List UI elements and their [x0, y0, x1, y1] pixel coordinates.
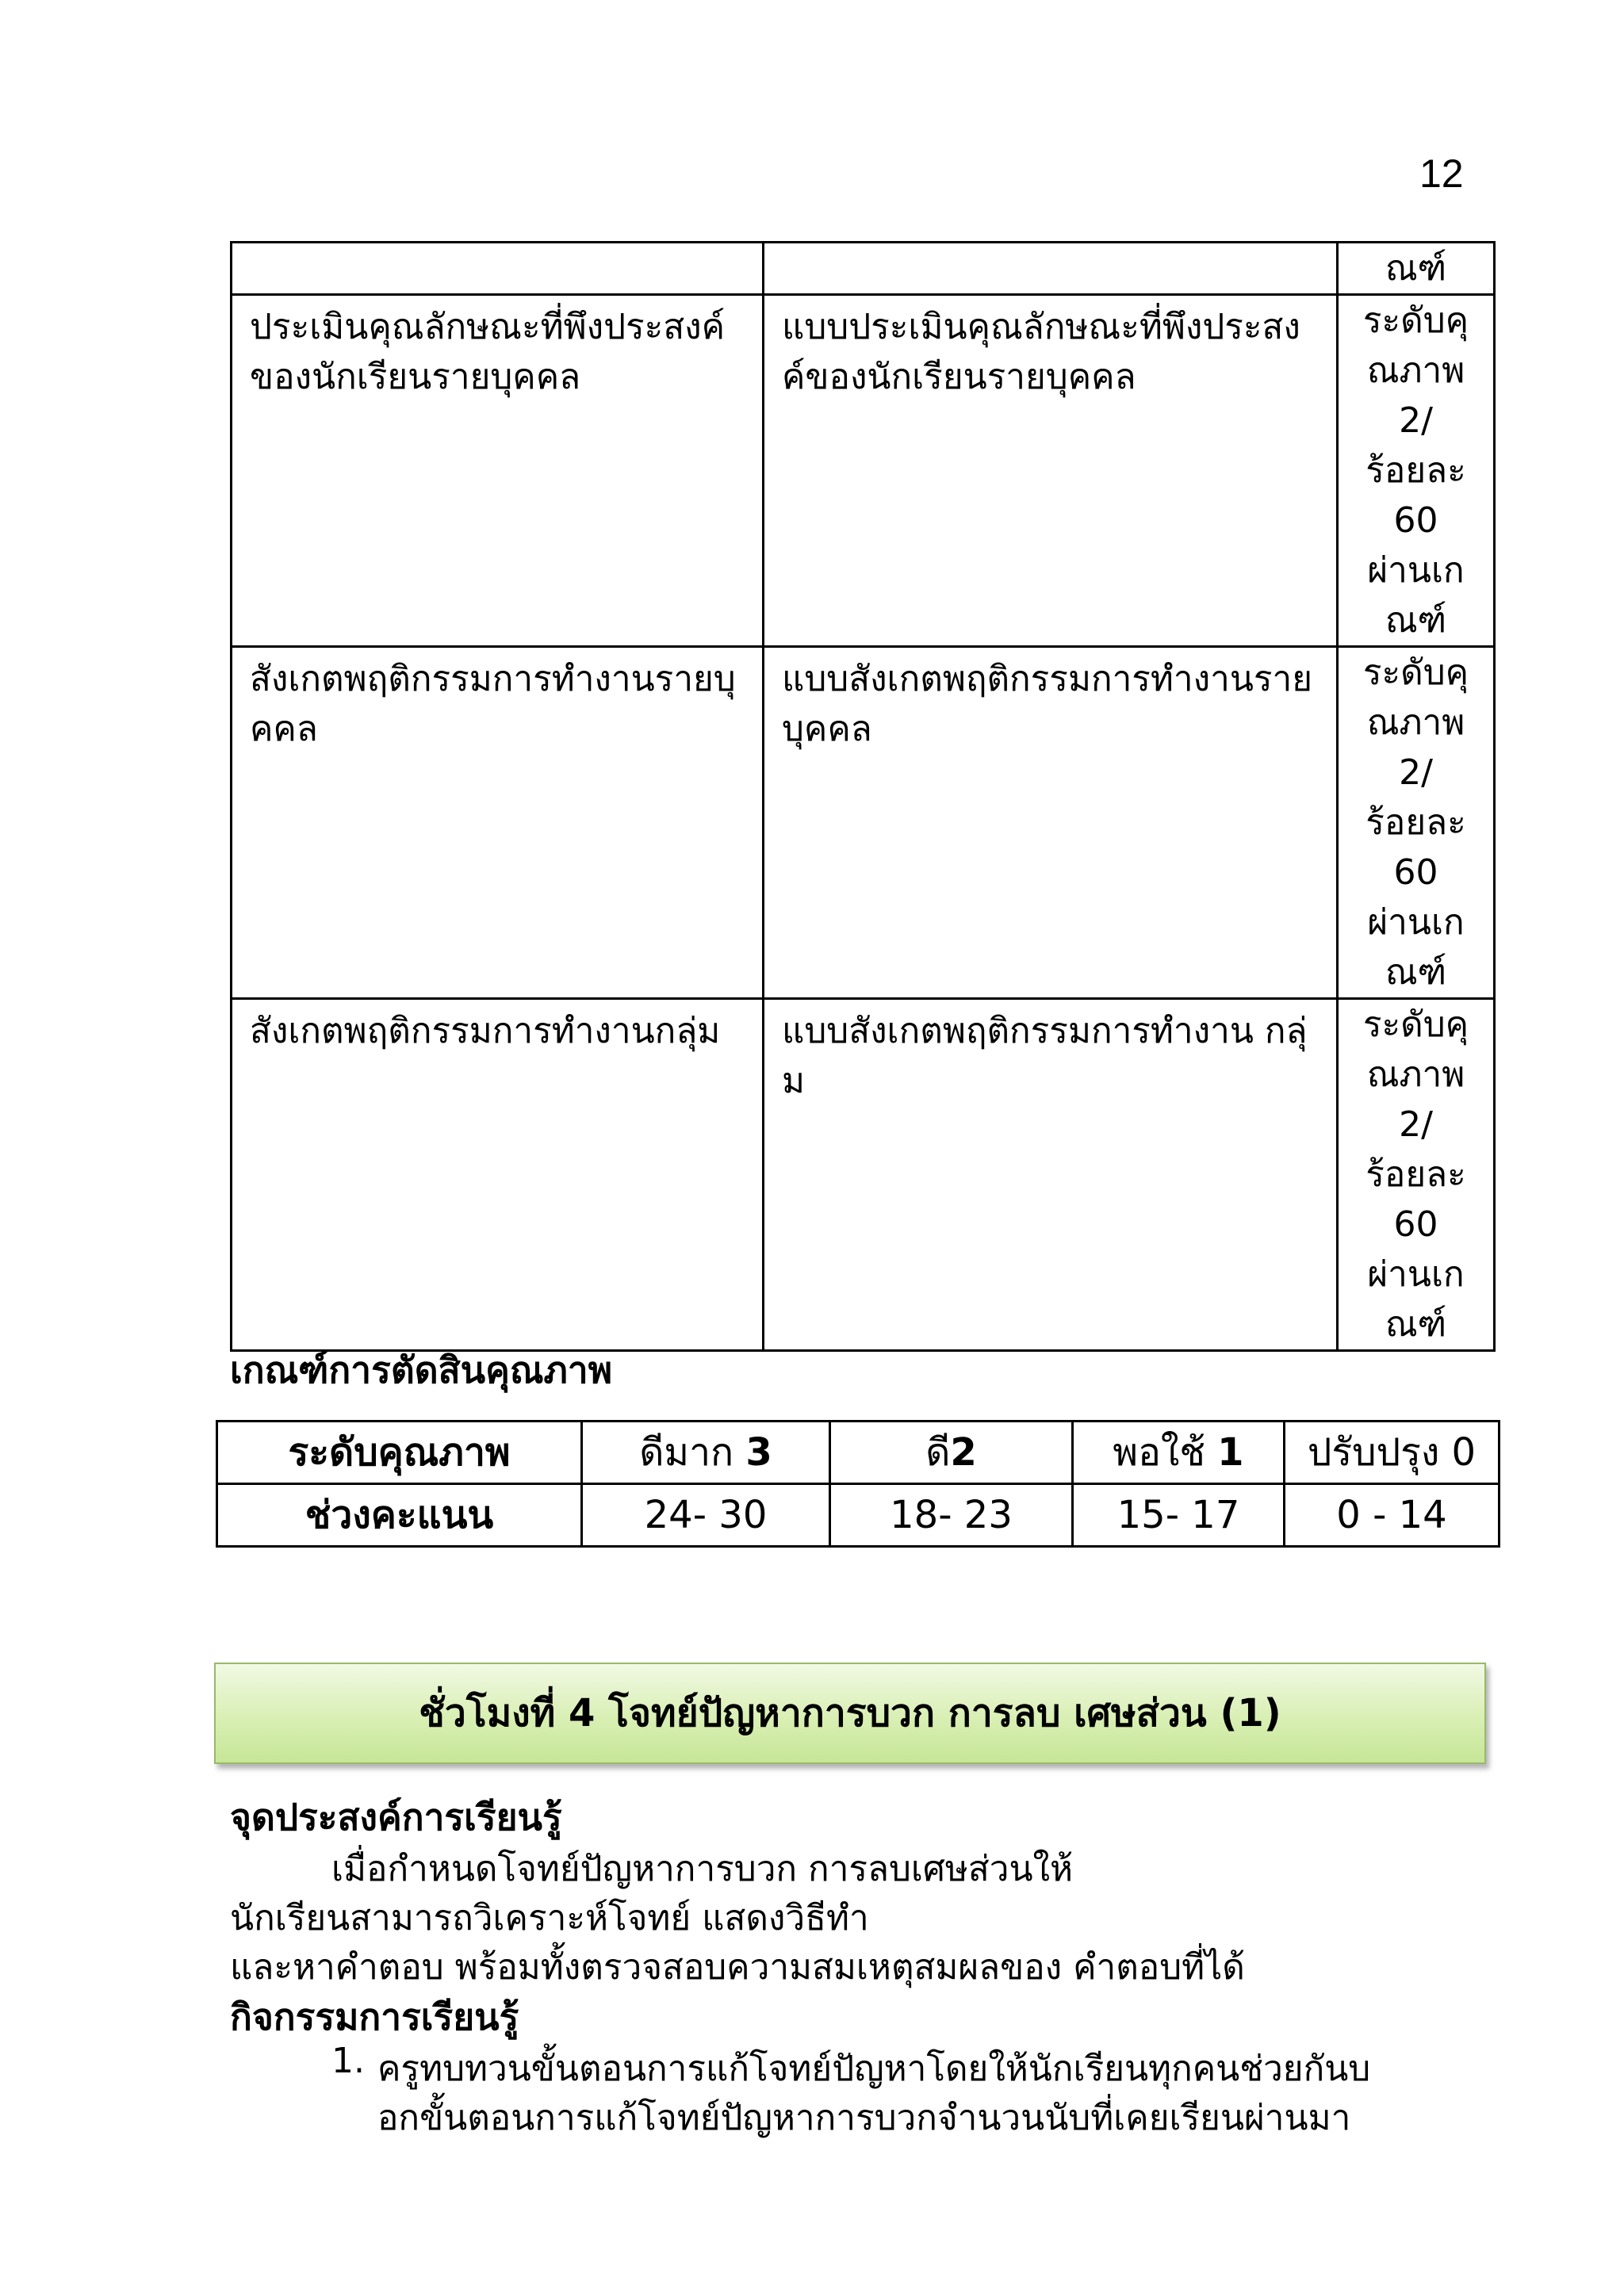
table-row: [232, 999, 1495, 1351]
tool-cell: แบบประเมินคุณลักษณะที่พึงประสงค์ของนักเรียนรายบุคคล: [764, 295, 1338, 647]
quality-criteria-table: [216, 1420, 1500, 1548]
tool-cell: แบบสังเกตพฤติกรรมการทำงาน กลุ่ม: [764, 999, 1338, 1351]
table-row: [232, 647, 1495, 999]
level-cell: พอใช้ 1: [1073, 1422, 1285, 1484]
objective-line: นักเรียนสามารถวิเคราะห์โจทย์ แสดงวิธีทำ: [230, 1898, 869, 1938]
criteria-cell: ระดับคุ ณภาพ 2/ ร้อยละ 60 ผ่านเก ณฑ์: [1338, 999, 1495, 1351]
level-cell: ดีมาก 3: [582, 1422, 830, 1484]
assessment-table: [230, 241, 1496, 1352]
objective-line: เมื่อกำหนดโจทย์ปัญหาการบวก การลบเศษส่วนให้: [331, 1849, 1074, 1889]
hour-banner: [214, 1663, 1486, 1764]
table-row: [232, 243, 1495, 295]
table-row: [232, 295, 1495, 647]
method-cell: ประเมินคุณลักษณะที่พึงประสงค์ของนักเรียนรายบุคคล: [232, 295, 764, 647]
criteria-cell: ระดับคุ ณภาพ 2/ ร้อยละ 60 ผ่านเก ณฑ์: [1338, 295, 1495, 647]
objectives-title: จุดประสงค์การเรียนรู้: [230, 1796, 562, 1839]
tool-cell: [764, 243, 1338, 295]
activity-item-text: ครูทบทวนขั้นตอนการแก้โจทย์ปัญหาโดยให้นักเรียนทุกคนช่วยกันบ: [377, 2049, 1371, 2089]
activity-item-number: 1.: [331, 2041, 365, 2081]
hour-banner-title: ชั่วโมงที่ 4 โจทย์ปัญหาการบวก การลบ เศษส่วน (1): [419, 1691, 1281, 1735]
level-cell: ปรับปรุง 0: [1285, 1422, 1500, 1484]
quality-level-row: [217, 1422, 1500, 1484]
range-cell: 15- 17: [1073, 1484, 1285, 1547]
method-cell: สังเกตพฤติกรรมการทำงานกลุ่ม: [232, 999, 764, 1351]
range-cell: 24- 30: [582, 1484, 830, 1547]
quality-level-header: ระดับคุณภาพ: [217, 1422, 582, 1484]
range-cell: 0 - 14: [1285, 1484, 1500, 1547]
activities-title: กิจกรรมการเรียนรู้: [230, 1996, 519, 2038]
criteria-heading: เกณฑ์การตัดสินคุณภาพ: [230, 1349, 613, 1391]
activity-item-text: อกขั้นตอนการแก้โจทย์ปัญหาการบวกจำนวนนับที่เคยเรียนผ่านมา: [377, 2098, 1351, 2138]
criteria-cell: ระดับคุ ณภาพ 2/ ร้อยละ 60 ผ่านเก ณฑ์: [1338, 647, 1495, 999]
range-cell: 18- 23: [830, 1484, 1073, 1547]
method-cell: [232, 243, 764, 295]
objective-line: และหาคำตอบ พร้อมทั้งตรวจสอบความสมเหตุสมผลของ คำตอบที่ได้: [230, 1947, 1245, 1988]
method-cell: สังเกตพฤติกรรมการทำงานรายบุคคล: [232, 647, 764, 999]
tool-cell: แบบสังเกตพฤติกรรมการทำงานรายบุคคล: [764, 647, 1338, 999]
page-number: 12: [1419, 151, 1464, 196]
score-range-row: [217, 1484, 1500, 1547]
level-cell: ดี2: [830, 1422, 1073, 1484]
score-range-header: ช่วงคะแนน: [217, 1484, 582, 1547]
criteria-cell: ณฑ์: [1338, 243, 1495, 295]
